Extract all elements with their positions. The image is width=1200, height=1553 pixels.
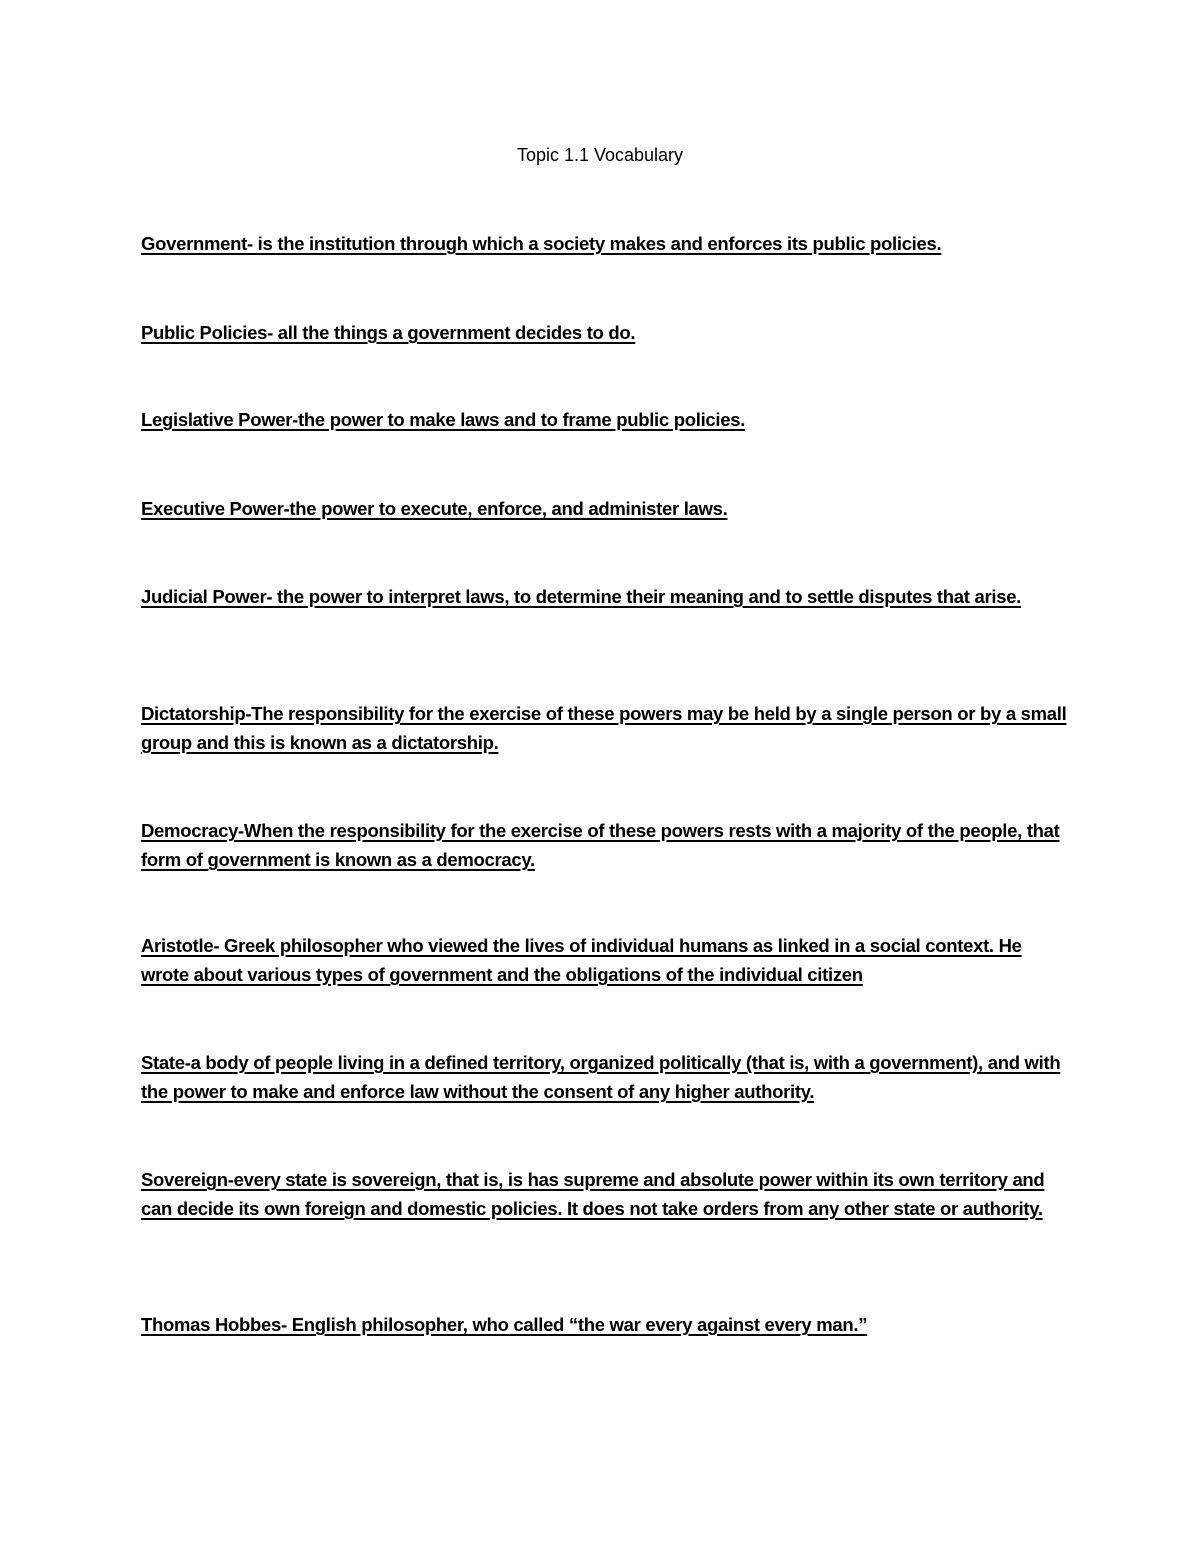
vocab-entry-thomas-hobbes: Thomas Hobbes- English philosopher, who called “the war every against every man.” bbox=[141, 1314, 868, 1335]
vocab-entry-judicial-power: Judicial Power- the power to interpret laws, to determine their meaning and to settle disputes that arise. bbox=[141, 586, 1022, 607]
vocab-entry-aristotle: Aristotle- Greek philosopher who viewed the lives of individual humans as linked in a social context. He wrote about various types of government and the obligations of the individual citizen bbox=[141, 935, 1022, 985]
vocab-entry-democracy: Democracy-When the responsibility for the exercise of these powers rests with a majority of the people, that form of government is known as a democracy. bbox=[141, 820, 1060, 870]
vocab-entry-sovereign: Sovereign-every state is sovereign, that is, is has supreme and absolute power within its own territory and can decide its own foreign and domestic policies. It does not take orders from any other state or authority. bbox=[141, 1169, 1045, 1219]
vocab-entry-executive-power: Executive Power-the power to execute, enforce, and administer laws. bbox=[141, 498, 728, 519]
vocab-entry-state: State-a body of people living in a defined territory, organized politically (that is, with a government), and with the power to make and enforce law without the consent of any higher authority. bbox=[141, 1052, 1061, 1102]
vocab-entry-dictatorship: Dictatorship-The responsibility for the exercise of these powers may be held by a single person or by a small group and this is known as a dictatorship. bbox=[141, 703, 1067, 753]
document-title: Topic 1.1 Vocabulary bbox=[516, 145, 684, 165]
vocab-entry-government: Government- is the institution through which a society makes and enforces its public policies. bbox=[141, 233, 942, 254]
vocab-entry-legislative-power: Legislative Power-the power to make laws and to frame public policies. bbox=[141, 409, 746, 430]
vocab-entry-public-policies: Public Policies- all the things a government decides to do. bbox=[141, 322, 636, 343]
